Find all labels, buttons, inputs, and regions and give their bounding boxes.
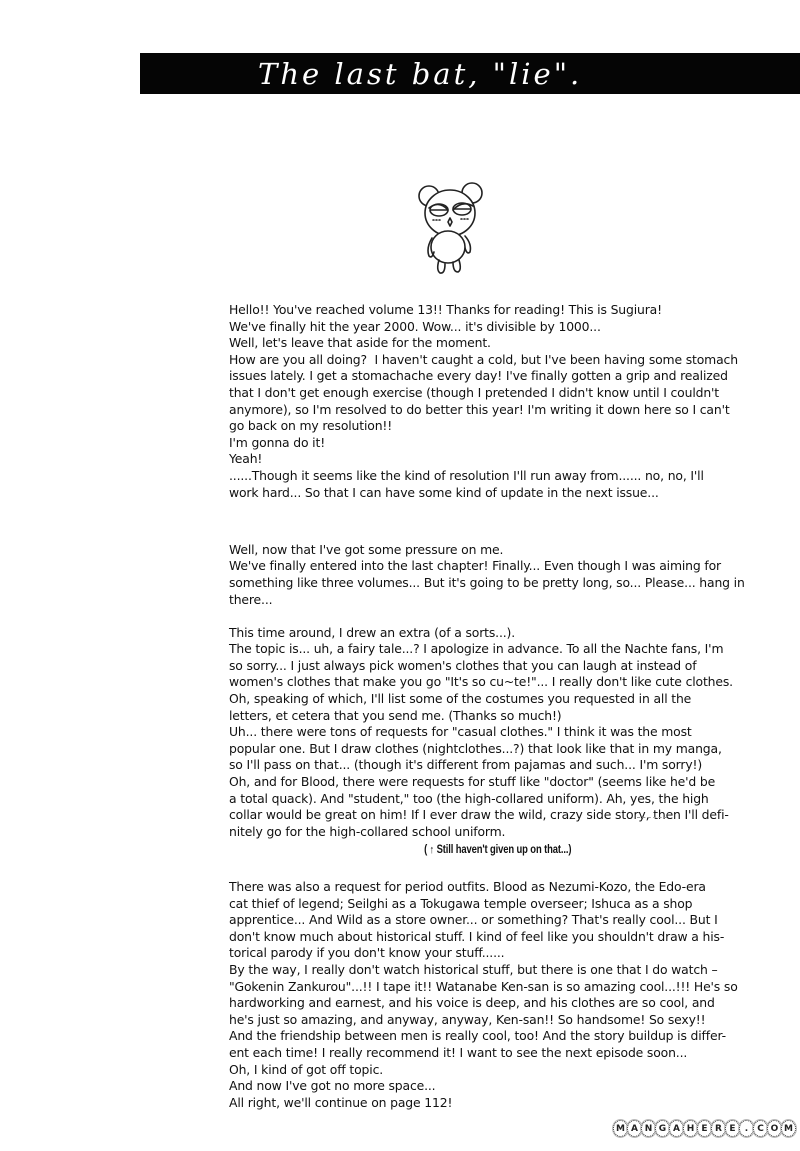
aside-note bbox=[229, 840, 688, 862]
text-line: there... bbox=[229, 591, 273, 607]
text-line: letters, et cetera that you send me. (Thanks so much!) bbox=[229, 707, 562, 723]
text-line: How are you all doing? I haven't caught a cold, but I've been having some stomach bbox=[229, 351, 738, 367]
text-line: We've finally entered into the last chapter! Finally... Even though I was aiming for bbox=[229, 558, 721, 574]
text-line: And now I've got no more space... bbox=[229, 1078, 436, 1094]
text-line: that I don't get enough exercise (though I pretended I didn't know until I couldn't bbox=[229, 384, 719, 400]
text-line: The topic is... uh, a fairy tale...? I apologize in advance. To all the Nachte fans, I'm bbox=[229, 641, 724, 657]
text-line: I'm gonna do it! bbox=[229, 434, 326, 450]
text-line: don't know much about historical stuff. I kind of feel like you shouldn't draw a his- bbox=[229, 928, 725, 944]
watermark-letter: N bbox=[641, 1120, 656, 1137]
text-line: And the friendship between men is really cool, too! And the story buildup is differ- bbox=[229, 1028, 726, 1044]
spacer bbox=[229, 862, 789, 879]
text-line: cat thief of legend; Seilghi as a Tokugawa temple overseer; Ishuca as a shop bbox=[229, 895, 693, 911]
chapter-title: The last bat, "lie". bbox=[258, 57, 583, 91]
text-line: There was also a request for period outfits. Blood as Nezumi-Kozo, the Edo-era bbox=[229, 879, 706, 894]
arrow-up-icon: ↑ bbox=[429, 844, 435, 857]
afterword-text bbox=[229, 302, 789, 1111]
text-line: issues lately. I get a stomachache every day! I've finally gotten a grip and realized bbox=[229, 368, 728, 384]
text-line: Uh... there were tons of requests for "casual clothes." I think it was the most bbox=[229, 724, 692, 740]
note-paren-close: ) bbox=[568, 844, 572, 857]
title-banner bbox=[140, 53, 800, 94]
text-line: women's clothes that make you go "It's so cu~te!"... I really don't like cute clothes. bbox=[229, 674, 733, 690]
text-line: torical parody if you don't know your stuff...... bbox=[229, 945, 505, 961]
text-line: Oh, and for Blood, there were requests for stuff like "doctor" (seems like he'd be bbox=[229, 774, 716, 790]
text-line: All right, we'll continue on page 112! bbox=[229, 1094, 453, 1110]
text-line: By the way, I really don't watch historical stuff, but there is one that I do watch – bbox=[229, 961, 718, 977]
site-watermark bbox=[613, 1120, 795, 1140]
note-paren-open: ( bbox=[424, 844, 428, 857]
text-line: hardworking and earnest, and his voice is deep, and his clothes are so cool, and bbox=[229, 995, 715, 1011]
paragraph-last-chapter bbox=[229, 542, 789, 608]
watermark-letter: A bbox=[627, 1120, 642, 1137]
watermark-letter: C bbox=[753, 1120, 768, 1137]
text-line: apprentice... And Wild as a store owner... or something? That's really cool... But I bbox=[229, 912, 718, 928]
text-line: Well, let's leave that aside for the moment. bbox=[229, 335, 491, 351]
bear-mascot-icon bbox=[415, 180, 485, 275]
spacer bbox=[229, 501, 789, 525]
text-line: This time around, I drew an extra (of a sorts...). bbox=[229, 624, 515, 640]
text-line: We've finally hit the year 2000. Wow... it's divisible by 1000... bbox=[229, 318, 601, 334]
note-dash-mark bbox=[637, 817, 667, 820]
text-line: Oh, speaking of which, I'll list some of the costumes you requested in all the bbox=[229, 691, 692, 707]
watermark-letter: E bbox=[725, 1120, 740, 1137]
text-line: something like three volumes... But it's going to be pretty long, so... Please... hang in bbox=[229, 574, 745, 590]
text-line: Well, now that I've got some pressure on me. bbox=[229, 541, 504, 557]
text-line: popular one. But I draw clothes (nightclothes...?) that look like that in my manga, bbox=[229, 740, 722, 756]
watermark-letter: R bbox=[711, 1120, 726, 1137]
text-line: go back on my resolution!! bbox=[229, 418, 393, 434]
text-line: Oh, I kind of got off topic. bbox=[229, 1061, 384, 1077]
text-line: collar would be great on him! If I ever draw the wild, crazy side story, then I'll defi- bbox=[229, 807, 729, 823]
text-line: nitely go for the high-collared school uniform. bbox=[229, 823, 506, 839]
spacer bbox=[229, 608, 789, 625]
note-text: Still haven't given up on that... bbox=[436, 844, 569, 857]
watermark-letter: M bbox=[781, 1120, 796, 1137]
watermark-letter: G bbox=[655, 1120, 670, 1137]
text-line: so sorry... I just always pick women's clothes that you can laugh at instead of bbox=[229, 657, 697, 673]
watermark-letter: A bbox=[669, 1120, 684, 1137]
watermark-letter: E bbox=[697, 1120, 712, 1137]
watermark-letter: M bbox=[613, 1120, 628, 1137]
text-line: anymore), so I'm resolved to do better this year! I'm writing it down here so I can't bbox=[229, 401, 730, 417]
text-line: Hello!! You've reached volume 13!! Thanks for reading! This is Sugiura! bbox=[229, 302, 662, 317]
watermark-letter: . bbox=[739, 1120, 754, 1137]
paragraph-period-outfits bbox=[229, 879, 789, 1111]
watermark-letter: O bbox=[767, 1120, 782, 1137]
text-line: a total quack). And "student," too (the high-collared uniform). Ah, yes, the high bbox=[229, 790, 709, 806]
text-line: ......Though it seems like the kind of resolution I'll run away from...... no, no, I'll bbox=[229, 467, 704, 483]
paragraph-greeting bbox=[229, 302, 789, 501]
text-line: "Gokenin Zankurou"...!! I tape it!! Watanabe Ken-san is so amazing cool...!!! He's so bbox=[229, 978, 738, 994]
text-line: Yeah! bbox=[229, 451, 263, 467]
text-line: so I'll pass on that... (though it's different from pajamas and such... I'm sorry!) bbox=[229, 757, 703, 773]
text-line: work hard... So that I can have some kind of update in the next issue... bbox=[229, 484, 659, 500]
text-line: ent each time! I really recommend it! I want to see the next episode soon... bbox=[229, 1044, 688, 1060]
text-line: he's just so amazing, and anyway, anyway, Ken-san!! So handsome! So sexy!! bbox=[229, 1011, 706, 1027]
watermark-letter: H bbox=[683, 1120, 698, 1137]
paragraph-costumes bbox=[229, 625, 789, 841]
spacer bbox=[229, 525, 789, 542]
